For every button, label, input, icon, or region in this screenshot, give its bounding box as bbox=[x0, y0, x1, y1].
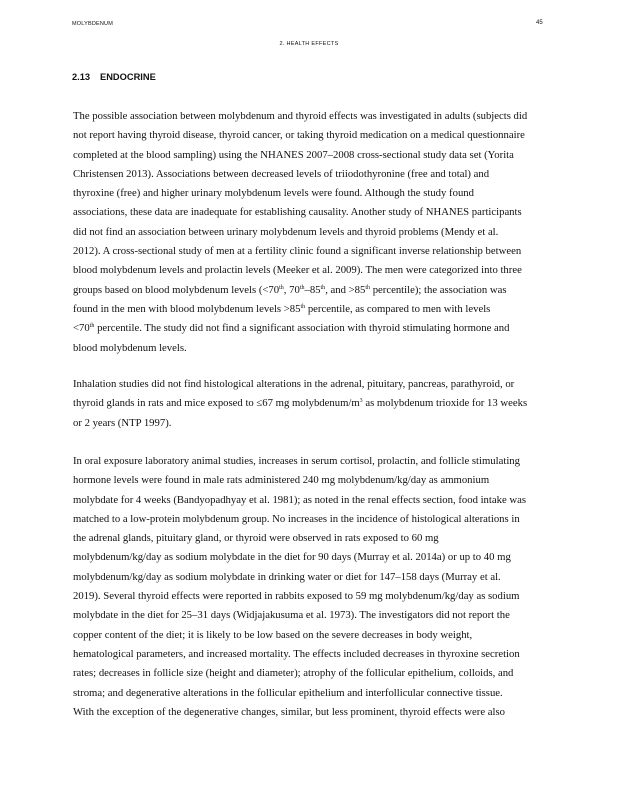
text-line: molybdate for 4 weeks (Bandyopadhyay et al. 1981); as noted in the renal effects section, food intake was bbox=[73, 493, 526, 506]
section-number: 2.13 bbox=[72, 72, 91, 82]
text-line: did not find an association between urinary molybdenum levels and thyroid problems (Mendy et al. bbox=[73, 225, 499, 238]
running-title: MOLYBDENUM bbox=[72, 21, 114, 27]
text-line: matched to a low-protein molybdenum group. No increases in the incidence of histological alterations in bbox=[73, 512, 520, 525]
text-line: rates; decreases in follicle size (height and diameter); atrophy of the follicular epithelium, colloids, and bbox=[73, 667, 514, 680]
text-line: hormone levels were found in male rats administered 240 mg molybdenum/kg/day as ammonium bbox=[73, 474, 490, 487]
paragraph-thyroid-human bbox=[73, 107, 573, 358]
text-line: molybdate in the diet for 25–31 days (Widjajakusuma et al. 1973). The investigators did not report the bbox=[73, 609, 510, 622]
text-line: stroma; and degenerative alterations in the follicular epithelium and interfollicular connective tissue. bbox=[73, 686, 503, 699]
text-line: Inhalation studies did not find histological alterations in the adrenal, pituitary, pancreas, parathyroid, or bbox=[73, 378, 515, 390]
paragraph-inhalation bbox=[73, 375, 573, 433]
chapter-header: 2. HEALTH EFFECTS bbox=[279, 41, 339, 47]
text-line: not report having thyroid disease, thyroid cancer, or taking thyroid medication on a medical questionnaire bbox=[73, 129, 525, 142]
text-line: blood molybdenum levels. bbox=[73, 341, 187, 354]
section-heading bbox=[72, 72, 156, 82]
page-number: 45 bbox=[536, 20, 543, 26]
section-title: ENDOCRINE bbox=[100, 72, 156, 82]
text-line: <70th percentile. The study did not find a significant association with thyroid stimulating hormone and bbox=[73, 322, 510, 335]
text-line: molybdenum/kg/day as sodium molybdate in the diet for 90 days (Murray et al. 2014a) or up to 40 mg bbox=[73, 551, 511, 564]
text-line: 2012). A cross-sectional study of men at a fertility clinic found a significant inverse relationship between bbox=[73, 245, 522, 258]
text-line: thyroid glands in rats and mice exposed to ≤67 mg molybdenum/$m^3$ as molybdenum trioxide for 13 weeks bbox=[73, 397, 528, 410]
text-line: molybdenum/kg/day as sodium molybdate in drinking water or diet for 147–158 days (Murray et al. bbox=[73, 570, 501, 583]
text-line: associations, these data are inadequate for establishing causality. Another study of NHANES participants bbox=[73, 206, 522, 219]
text-line: blood molybdenum levels and prolactin levels (Meeker et al. 2009). The men were categorized into three bbox=[73, 264, 522, 277]
text-line: the adrenal glands, pituitary gland, or thyroid were observed in rats exposed to 60 mg bbox=[73, 532, 439, 545]
text-line: groups based on blood molybdenum levels (<70th, 70th–85th, and >85th percentile); the association was bbox=[73, 283, 507, 296]
text-line: found in the men with blood molybdenum levels >85th percentile, as compared to men with levels bbox=[73, 302, 491, 315]
text-line: hematological parameters, and increased mortality. The effects included decreases in thyroxine secretion bbox=[73, 647, 520, 660]
text-line: completed at the blood sampling) using the NHANES 2007–2008 cross-sectional study data set (Yorita bbox=[73, 148, 514, 161]
text-line: The possible association between molybdenum and thyroid effects was investigated in adults (subjects did bbox=[73, 110, 528, 122]
text-line: 2019). Several thyroid effects were reported in rabbits exposed to 59 mg molybdenum/kg/day as sodium bbox=[73, 590, 520, 603]
text-line: thyroxine (free) and higher urinary molybdenum levels were found. Although the study found bbox=[73, 187, 474, 200]
text-line: In oral exposure laboratory animal studies, increases in serum cortisol, prolactin, and follicle stimulating bbox=[73, 455, 520, 467]
paragraph-oral-animal bbox=[73, 452, 573, 722]
text-line: Christensen 2013). Associations between decreased levels of triiodothyronine (free and total) and bbox=[73, 167, 490, 180]
text-line: With the exception of the degenerative changes, similar, but less prominent, thyroid effects were also bbox=[73, 705, 505, 718]
text-line: copper content of the diet; it is likely to be low based on the severe decreases in body weight, bbox=[73, 628, 473, 641]
text-line: or 2 years (NTP 1997). bbox=[73, 416, 172, 429]
